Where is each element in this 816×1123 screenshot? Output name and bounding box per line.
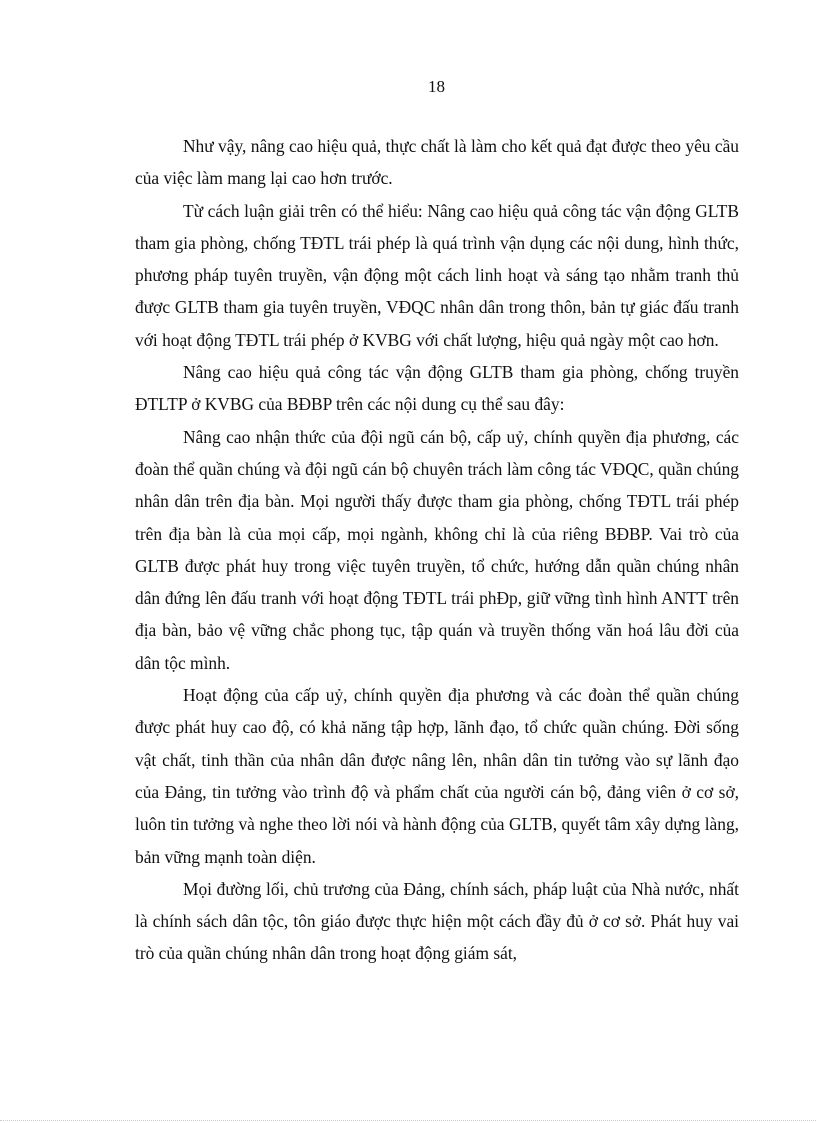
paragraph-4: Nâng cao nhận thức của đội ngũ cán bộ, cấp uỷ, chính quyền địa phương, các đoàn thể quần chúng và đội ngũ cán bộ chuyên trách làm công tác VĐQC, quần chúng nhân dân trên địa bàn. Mọi người thấy được tham gia phòng, chống TĐTL trái phép trên địa bàn là của mọi cấp, mọi ngành, không chỉ là của riêng BĐBP. Vai trò của GLTB được phát huy trong việc tuyên truyền, tổ chức, hướng dẫn quần chúng nhân dân đứng lên đấu tranh với hoạt động TĐTL trái phĐp, giữ vững tình hình ANTT trên địa bàn, bảo vệ vững chắc phong tục, tập quán và truyền thống văn hoá lâu đời của dân tộc mình. <box>135 426 739 673</box>
body-text <box>135 130 739 970</box>
paragraph-1: Như vậy, nâng cao hiệu quả, thực chất là làm cho kết quả đạt được theo yêu cầu của việc làm mang lại cao hơn trước. <box>135 136 739 189</box>
paragraph-3: Nâng cao hiệu quả công tác vận động GLTB tham gia phòng, chống truyền ĐTLTP ở KVBG của BĐBP trên các nội dung cụ thể sau đây: <box>135 362 739 415</box>
paragraph-2: Từ cách luận giải trên có thể hiểu: Nâng cao hiệu quả công tác vận động GLTB tham gia phòng, chống TĐTL trái phép là quá trình vận dụng các nội dung, hình thức, phương pháp tuyên truyền, vận động một cách linh hoạt và sáng tạo nhằm tranh thủ được GLTB tham gia tuyên truyền, VĐQC nhân dân trong thôn, bản tự giác đấu tranh với hoạt động TĐTL trái phép ở KVBG với chất lượng, hiệu quả ngày một cao hơn. <box>135 200 739 350</box>
paragraph-6: Mọi đường lối, chủ trương của Đảng, chính sách, pháp luật của Nhà nước, nhất là chính sách dân tộc, tôn giáo được thực hiện một cách đầy đủ ở cơ sở. Phát huy vai trò của quần chúng nhân dân trong hoạt động giám sát, <box>135 878 739 964</box>
paragraph-5: Hoạt động của cấp uỷ, chính quyền địa phương và các đoàn thể quần chúng được phát huy cao độ, có khả năng tập hợp, lãnh đạo, tổ chức quần chúng. Đời sống vật chất, tinh thần của nhân dân được nâng lên, nhân dân tin tưởng vào sự lãnh đạo của Đảng, tin tưởng vào trình độ và phẩm chất của người cán bộ, đảng viên ở cơ sở, luôn tin tưởng và nghe theo lời nói và hành động của GLTB, quyết tâm xây dựng làng, bản vững mạnh toàn diện. <box>135 685 739 867</box>
page-number: 18 <box>428 77 445 96</box>
page-bottom-rule <box>0 1120 816 1121</box>
